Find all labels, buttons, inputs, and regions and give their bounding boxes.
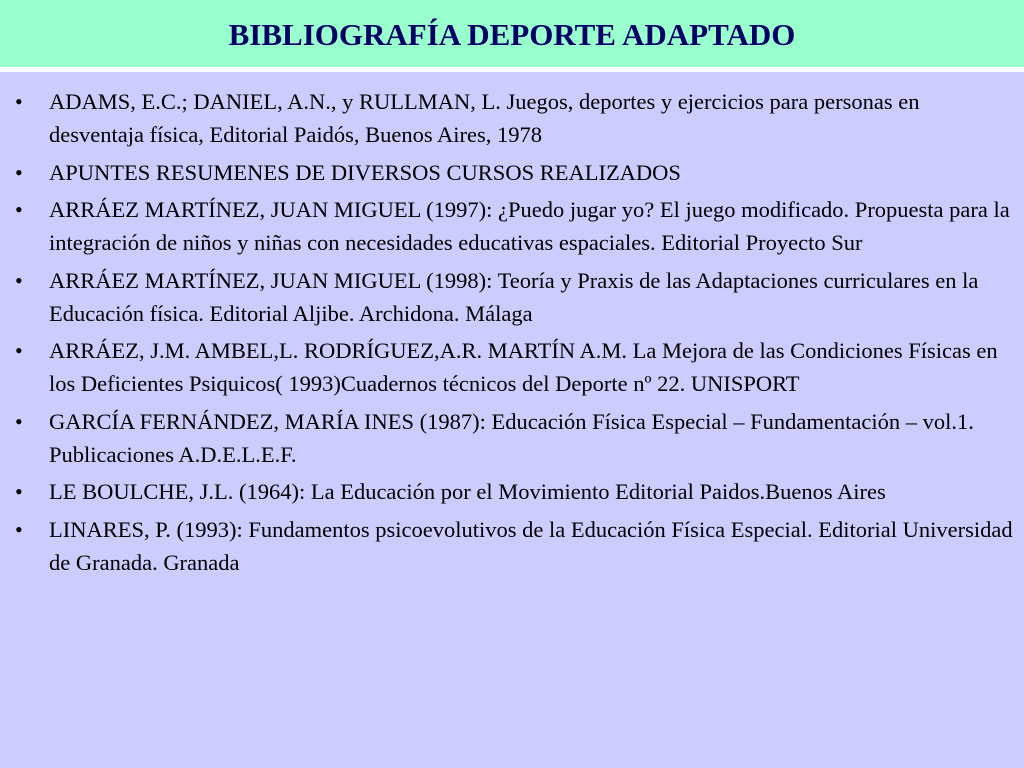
entry-text: LINARES, P. (1993): Fundamentos psicoevolutivos de la Educación Física Especial. Editorial Universidad de Granada. Granada xyxy=(49,516,1013,575)
bullet-icon: • xyxy=(15,408,23,434)
title-bar xyxy=(0,0,1024,72)
entry-text: ADAMS, E.C.; DANIEL, A.N., y RULLMAN, L. Juegos, deportes y ejercicios para personas en desventaja física, Editorial Paidós, Buenos Aires, 1978 xyxy=(49,89,920,147)
bibliography-entry xyxy=(15,156,1019,189)
slide-content xyxy=(0,72,1024,768)
bibliography-entry xyxy=(15,264,1019,330)
bibliography-entry xyxy=(15,193,1019,259)
bullet-icon: • xyxy=(15,267,23,293)
bibliography-entry xyxy=(15,475,1019,508)
entry-text: ARRÁEZ, J.M. AMBEL,L. RODRÍGUEZ,A.R. MARTÍN A.M. La Mejora de las Condiciones Físicas en los Deficientes Psiquicos( 1993)Cuadernos técnicos del Deporte nº 22. UNISPORT xyxy=(49,338,998,396)
bibliography-entry xyxy=(15,405,1019,471)
entry-text: LE BOULCHE, J.L. (1964): La Educación por el Movimiento Editorial Paidos.Buenos Aires xyxy=(49,479,886,504)
bullet-icon: • xyxy=(15,89,23,114)
bibliography-list xyxy=(15,85,1019,583)
entry-text: GARCÍA FERNÁNDEZ, MARÍA INES (1987): Educación Física Especial – Fundamentación – vol.1. Publicaciones A.D.E.L.E.F. xyxy=(49,408,974,467)
entry-text: ARRÁEZ MARTÍNEZ, JUAN MIGUEL (1997): ¿Puedo jugar yo? El juego modificado. Propuesta para la integración de niños y niñas con necesidades educativas espaciales. Editorial Proyecto Sur xyxy=(49,197,1010,255)
bullet-icon: • xyxy=(15,159,23,185)
bullet-icon: • xyxy=(15,516,23,542)
bullet-icon: • xyxy=(15,197,23,222)
bibliography-entry xyxy=(15,513,1019,579)
slide-title: BIBLIOGRAFÍA DEPORTE ADAPTADO xyxy=(228,16,796,52)
bullet-icon: • xyxy=(15,479,23,504)
bibliography-entry xyxy=(15,334,1019,400)
entry-text: APUNTES RESUMENES DE DIVERSOS CURSOS REALIZADOS xyxy=(49,159,681,185)
entry-text: ARRÁEZ MARTÍNEZ, JUAN MIGUEL (1998): Teoría y Praxis de las Adaptaciones curriculares en la Educación física. Editorial Aljibe. Archidona. Málaga xyxy=(49,267,979,326)
bullet-icon: • xyxy=(15,338,23,363)
bibliography-entry xyxy=(15,85,1019,151)
